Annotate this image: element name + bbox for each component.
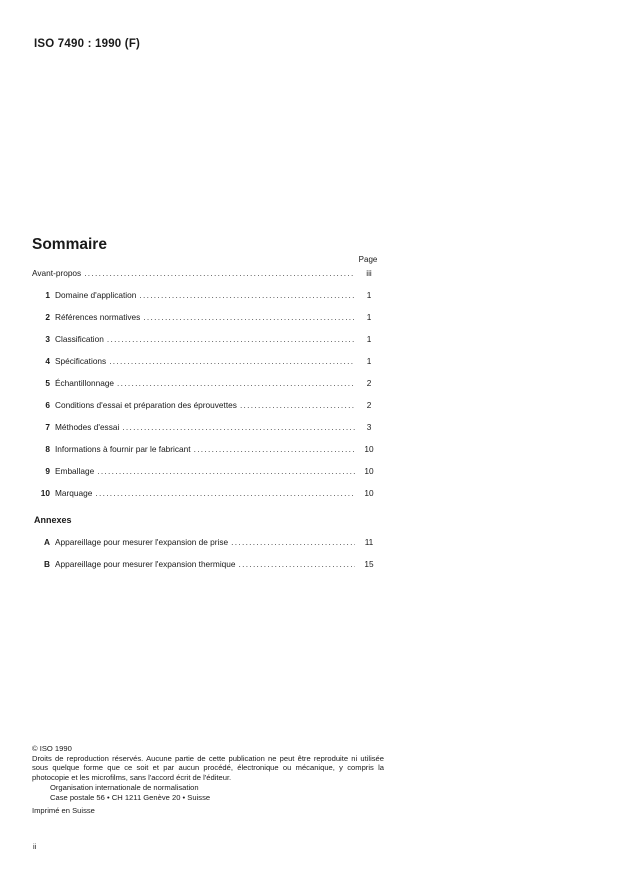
toc-entry-number: 8 bbox=[45, 444, 50, 454]
leader-dots bbox=[107, 334, 355, 344]
toc-entry-page: 10 bbox=[364, 488, 374, 498]
toc-entry-page: 1 bbox=[366, 334, 372, 344]
toc-entry-page: 2 bbox=[366, 400, 372, 410]
toc-entry-9[interactable] bbox=[32, 466, 380, 479]
toc-entry-page: 2 bbox=[366, 378, 372, 388]
page-number: ii bbox=[33, 842, 37, 851]
leader-dots bbox=[95, 488, 355, 498]
toc-entry-number: 3 bbox=[45, 334, 50, 344]
toc-entry-label: Domaine d'application bbox=[55, 290, 137, 300]
toc-entry-number: 2 bbox=[45, 312, 50, 322]
annex-entry-letter: B bbox=[44, 559, 50, 569]
leader-dots bbox=[143, 312, 355, 322]
toc-entry-number: 6 bbox=[45, 400, 50, 410]
toc-entry-number: 7 bbox=[45, 422, 50, 432]
leader-dots bbox=[109, 356, 355, 366]
toc-entry-6[interactable] bbox=[32, 400, 380, 413]
toc-entry-10[interactable] bbox=[32, 488, 380, 501]
annex-entry-label: Appareillage pour mesurer l'expansion thermique bbox=[55, 559, 236, 569]
copyright-block bbox=[32, 744, 384, 816]
page-column-label: Page bbox=[358, 255, 378, 264]
toc-entry-page: 10 bbox=[364, 466, 374, 476]
toc-entry-label: Informations à fournir par le fabricant bbox=[55, 444, 191, 454]
toc-entry-3[interactable] bbox=[32, 334, 380, 347]
printed-in: Imprimé en Suisse bbox=[32, 806, 95, 816]
annexes-heading: Annexes bbox=[34, 515, 72, 525]
toc-entry-number: 10 bbox=[40, 488, 50, 498]
toc-entry-foreword[interactable] bbox=[32, 268, 380, 281]
toc-entry-label: Classification bbox=[55, 334, 104, 344]
leader-dots bbox=[231, 537, 355, 547]
toc-entry-page: 1 bbox=[366, 312, 372, 322]
copyright-line: © ISO 1990 bbox=[32, 744, 72, 753]
leader-dots bbox=[117, 378, 355, 388]
toc-entry-number: 1 bbox=[45, 290, 50, 300]
toc-entry-page: 1 bbox=[366, 290, 372, 300]
rights-notice: Droits de reproduction réservés. Aucune partie de cette publication ne peut être reproduite ni utilisée sous quelque forme que ce soit et par aucun procédé, électronique ou mécanique, y compris la photocopie et les microfilms, sans l'accord écrit de l'éditeur. bbox=[32, 753, 384, 783]
leader-dots bbox=[97, 466, 355, 476]
annex-entry-page: 15 bbox=[364, 559, 374, 569]
toc-entry-label: Conditions d'essai et préparation des éprouvettes bbox=[55, 400, 237, 410]
toc-entry-page: iii bbox=[366, 268, 372, 278]
annex-entry-page: 11 bbox=[364, 537, 374, 547]
toc-entry-page: 10 bbox=[364, 444, 374, 454]
toc-entry-label: Références normatives bbox=[55, 312, 141, 322]
organization-name: Organisation internationale de normalisation bbox=[50, 782, 199, 792]
toc-entry-8[interactable] bbox=[32, 444, 380, 457]
toc-entry-label: Méthodes d'essai bbox=[55, 422, 120, 432]
leader-dots bbox=[239, 559, 355, 569]
annex-entry-label: Appareillage pour mesurer l'expansion de prise bbox=[55, 537, 229, 547]
annex-entry-b[interactable] bbox=[32, 559, 380, 572]
toc-entry-number: 9 bbox=[45, 466, 50, 476]
toc-entry-label: Avant-propos bbox=[32, 268, 82, 278]
toc-entry-1[interactable] bbox=[32, 290, 380, 303]
toc-entry-number: 5 bbox=[45, 378, 50, 388]
toc-entry-page: 3 bbox=[366, 422, 372, 432]
toc-entry-label: Emballage bbox=[55, 466, 95, 476]
organization-address: Case postale 56 • CH 1211 Genève 20 • Suisse bbox=[50, 792, 211, 802]
leader-dots bbox=[84, 268, 355, 278]
toc-entry-label: Marquage bbox=[55, 488, 93, 498]
annex-entry-a[interactable] bbox=[32, 537, 380, 550]
toc-entry-5[interactable] bbox=[32, 378, 380, 391]
toc-entry-4[interactable] bbox=[32, 356, 380, 369]
annex-entry-letter: A bbox=[44, 537, 50, 547]
leader-dots bbox=[122, 422, 355, 432]
leader-dots bbox=[194, 444, 355, 454]
leader-dots bbox=[240, 400, 355, 410]
toc-entry-label: Échantillonnage bbox=[55, 378, 115, 388]
toc-entry-7[interactable] bbox=[32, 422, 380, 435]
toc-entry-2[interactable] bbox=[32, 312, 380, 325]
toc-entry-page: 1 bbox=[366, 356, 372, 366]
document-id: ISO 7490 : 1990 (F) bbox=[34, 38, 141, 50]
leader-dots bbox=[139, 290, 355, 300]
page-title: Sommaire bbox=[32, 236, 107, 253]
toc-entry-number: 4 bbox=[45, 356, 50, 366]
toc-entry-label: Spécifications bbox=[55, 356, 107, 366]
